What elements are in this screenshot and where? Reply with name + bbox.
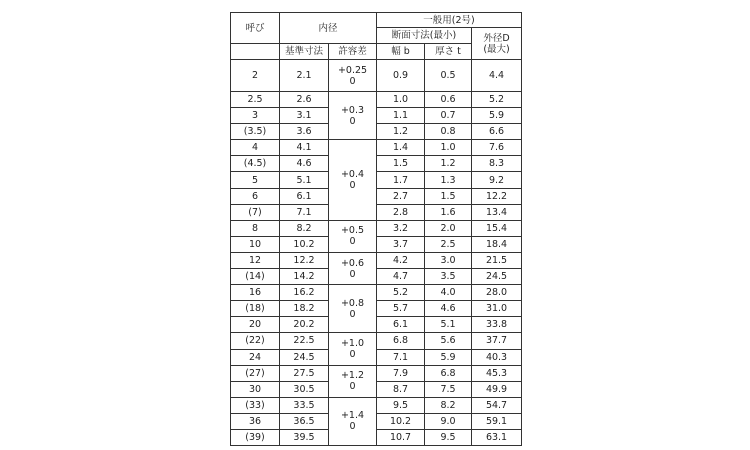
header-tolerance: 許容差	[329, 44, 377, 60]
cell-basic-size: 36.5	[280, 413, 329, 429]
cell-nominal: 6	[231, 188, 280, 204]
tolerance-plus: +0.3	[340, 104, 365, 116]
table-row	[231, 252, 522, 268]
cell-outer-dia: 5.2	[472, 92, 522, 108]
cell-basic-size: 4.1	[280, 140, 329, 156]
cell-nominal: (14)	[231, 269, 280, 285]
tolerance-plus: +0.8	[340, 297, 365, 309]
tolerance-plus: +1.2	[340, 370, 365, 382]
cell-thickness-t: 5.9	[425, 349, 472, 365]
cell-width-b: 2.8	[377, 204, 425, 220]
cell-outer-dia: 33.8	[472, 317, 522, 333]
table-row	[231, 381, 522, 397]
cell-width-b: 3.7	[377, 236, 425, 252]
cell-thickness-t: 6.8	[425, 365, 472, 381]
cell-width-b: 10.2	[377, 413, 425, 429]
tolerance-plus: +1.4	[340, 410, 365, 422]
table-row	[231, 365, 522, 381]
cell-thickness-t: 2.0	[425, 220, 472, 236]
cell-nominal: (7)	[231, 204, 280, 220]
cell-thickness-t: 0.5	[425, 60, 472, 92]
cell-basic-size: 14.2	[280, 269, 329, 285]
cell-thickness-t: 5.6	[425, 333, 472, 349]
tolerance-plus: +0.4	[340, 169, 365, 181]
cell-width-b: 1.1	[377, 108, 425, 124]
cell-width-b: 5.2	[377, 285, 425, 301]
table-row	[231, 140, 522, 156]
cell-basic-size: 16.2	[280, 285, 329, 301]
tolerance-minus: 0	[349, 381, 356, 393]
cell-outer-dia: 7.6	[472, 140, 522, 156]
cell-basic-size: 8.2	[280, 220, 329, 236]
cell-thickness-t: 9.0	[425, 413, 472, 429]
cell-basic-size: 30.5	[280, 381, 329, 397]
cell-tolerance	[329, 285, 377, 333]
cell-basic-size: 39.5	[280, 429, 329, 445]
cell-outer-dia: 8.3	[472, 156, 522, 172]
cell-thickness-t: 9.5	[425, 429, 472, 445]
header-basic-size: 基準寸法	[280, 44, 329, 60]
tolerance-minus: 0	[349, 180, 356, 192]
table-row	[231, 285, 522, 301]
cell-thickness-t: 3.0	[425, 252, 472, 268]
tolerance-minus: 0	[349, 236, 356, 248]
tolerance-minus: 0	[349, 308, 356, 320]
cell-basic-size: 7.1	[280, 204, 329, 220]
table-row	[231, 236, 522, 252]
cell-outer-dia: 40.3	[472, 349, 522, 365]
table-row	[231, 108, 522, 124]
cell-nominal: 2.5	[231, 92, 280, 108]
cell-basic-size: 10.2	[280, 236, 329, 252]
cell-thickness-t: 3.5	[425, 269, 472, 285]
cell-outer-dia: 18.4	[472, 236, 522, 252]
tolerance-minus: 0	[349, 115, 356, 127]
header-outer-dia	[472, 28, 522, 60]
tolerance-minus: 0	[349, 421, 356, 433]
cell-width-b: 1.0	[377, 92, 425, 108]
cell-width-b: 9.5	[377, 397, 425, 413]
cell-thickness-t: 8.2	[425, 397, 472, 413]
table-row	[231, 172, 522, 188]
cell-width-b: 7.1	[377, 349, 425, 365]
cell-outer-dia: 6.6	[472, 124, 522, 140]
cell-outer-dia: 9.2	[472, 172, 522, 188]
cell-width-b: 1.4	[377, 140, 425, 156]
cell-basic-size: 20.2	[280, 317, 329, 333]
header-width-b: 幅 b	[377, 44, 425, 60]
cell-nominal: (4.5)	[231, 156, 280, 172]
cell-basic-size: 18.2	[280, 301, 329, 317]
tolerance-plus: +0.5	[340, 225, 365, 237]
cell-thickness-t: 2.5	[425, 236, 472, 252]
cell-thickness-t: 7.5	[425, 381, 472, 397]
cell-width-b: 4.2	[377, 252, 425, 268]
cell-basic-size: 3.1	[280, 108, 329, 124]
cell-thickness-t: 1.0	[425, 140, 472, 156]
cell-outer-dia: 37.7	[472, 333, 522, 349]
cell-width-b: 1.2	[377, 124, 425, 140]
table-row	[231, 301, 522, 317]
cell-width-b: 2.7	[377, 188, 425, 204]
cell-nominal: 10	[231, 236, 280, 252]
table-row	[231, 269, 522, 285]
cell-outer-dia: 5.9	[472, 108, 522, 124]
table-row	[231, 92, 522, 108]
table-row	[231, 204, 522, 220]
tolerance-minus: 0	[349, 268, 356, 280]
cell-nominal: 4	[231, 140, 280, 156]
header-outer-dia-sub: (最大)	[483, 43, 510, 55]
header-row-1	[231, 13, 522, 28]
cell-nominal: 16	[231, 285, 280, 301]
cell-basic-size: 3.6	[280, 124, 329, 140]
cell-tolerance	[329, 397, 377, 445]
table-row	[231, 349, 522, 365]
cell-thickness-t: 1.6	[425, 204, 472, 220]
cell-basic-size: 4.6	[280, 156, 329, 172]
cell-outer-dia: 49.9	[472, 381, 522, 397]
cell-width-b: 10.7	[377, 429, 425, 445]
cell-nominal: (18)	[231, 301, 280, 317]
cell-outer-dia: 31.0	[472, 301, 522, 317]
cell-outer-dia: 28.0	[472, 285, 522, 301]
cell-basic-size: 24.5	[280, 349, 329, 365]
cell-nominal: (27)	[231, 365, 280, 381]
cell-width-b: 6.1	[377, 317, 425, 333]
table-row	[231, 397, 522, 413]
cell-tolerance	[329, 92, 377, 140]
cell-outer-dia: 4.4	[472, 60, 522, 92]
cell-width-b: 5.7	[377, 301, 425, 317]
cell-width-b: 3.2	[377, 220, 425, 236]
cell-nominal: (39)	[231, 429, 280, 445]
cell-basic-size: 12.2	[280, 252, 329, 268]
cell-tolerance	[329, 140, 377, 220]
cell-outer-dia: 15.4	[472, 220, 522, 236]
cell-outer-dia: 13.4	[472, 204, 522, 220]
cell-basic-size: 5.1	[280, 172, 329, 188]
cell-basic-size: 6.1	[280, 188, 329, 204]
cell-thickness-t: 4.0	[425, 285, 472, 301]
cell-outer-dia: 21.5	[472, 252, 522, 268]
cell-width-b: 4.7	[377, 269, 425, 285]
header-inner-diameter: 内径	[280, 13, 377, 44]
tolerance-plus: +1.0	[340, 338, 365, 349]
cell-width-b: 7.9	[377, 365, 425, 381]
cell-nominal: 8	[231, 220, 280, 236]
cell-basic-size: 2.6	[280, 92, 329, 108]
cell-nominal: (22)	[231, 333, 280, 349]
cell-tolerance	[329, 60, 377, 92]
tolerance-minus: 0	[349, 349, 356, 360]
cell-thickness-t: 1.3	[425, 172, 472, 188]
spec-table	[230, 12, 522, 446]
header-thickness-t: 厚さ t	[425, 44, 472, 60]
cell-outer-dia: 63.1	[472, 429, 522, 445]
table-row	[231, 429, 522, 445]
cell-width-b: 1.7	[377, 172, 425, 188]
cell-thickness-t: 0.7	[425, 108, 472, 124]
cell-thickness-t: 0.8	[425, 124, 472, 140]
cell-thickness-t: 0.6	[425, 92, 472, 108]
cell-basic-size: 22.5	[280, 333, 329, 349]
cell-nominal: (3.5)	[231, 124, 280, 140]
cell-basic-size: 33.5	[280, 397, 329, 413]
cell-width-b: 6.8	[377, 333, 425, 349]
table-row	[231, 333, 522, 349]
cell-width-b: 8.7	[377, 381, 425, 397]
table-row	[231, 220, 522, 236]
tolerance-plus: +0.6	[340, 257, 365, 269]
cell-tolerance	[329, 365, 377, 397]
table-row	[231, 156, 522, 172]
cell-nominal: 3	[231, 108, 280, 124]
cell-width-b: 1.5	[377, 156, 425, 172]
header-section-dims: 断面寸法(最小)	[377, 28, 472, 44]
cell-basic-size: 27.5	[280, 365, 329, 381]
cell-nominal: 12	[231, 252, 280, 268]
header-blank	[231, 44, 280, 60]
table-row	[231, 60, 522, 92]
cell-tolerance	[329, 333, 377, 365]
cell-nominal: 24	[231, 349, 280, 365]
table-row	[231, 413, 522, 429]
cell-outer-dia: 54.7	[472, 397, 522, 413]
cell-nominal: 2	[231, 60, 280, 92]
cell-nominal: 36	[231, 413, 280, 429]
table-row	[231, 124, 522, 140]
cell-thickness-t: 1.5	[425, 188, 472, 204]
cell-outer-dia: 12.2	[472, 188, 522, 204]
header-nominal: 呼び	[231, 13, 280, 44]
cell-thickness-t: 1.2	[425, 156, 472, 172]
cell-nominal: 5	[231, 172, 280, 188]
tolerance-minus: 0	[349, 75, 356, 87]
cell-thickness-t: 4.6	[425, 301, 472, 317]
cell-nominal: 20	[231, 317, 280, 333]
cell-width-b: 0.9	[377, 60, 425, 92]
cell-nominal: (33)	[231, 397, 280, 413]
cell-nominal: 30	[231, 381, 280, 397]
cell-tolerance	[329, 220, 377, 252]
header-general-use: 一般用(2号)	[377, 13, 522, 28]
cell-outer-dia: 59.1	[472, 413, 522, 429]
tolerance-plus: +0.25	[337, 64, 368, 76]
cell-outer-dia: 45.3	[472, 365, 522, 381]
table-row	[231, 317, 522, 333]
cell-thickness-t: 5.1	[425, 317, 472, 333]
table-row	[231, 188, 522, 204]
cell-outer-dia: 24.5	[472, 269, 522, 285]
cell-basic-size: 2.1	[280, 60, 329, 92]
header-outer-dia-label: 外径D	[483, 32, 510, 44]
cell-tolerance	[329, 252, 377, 284]
